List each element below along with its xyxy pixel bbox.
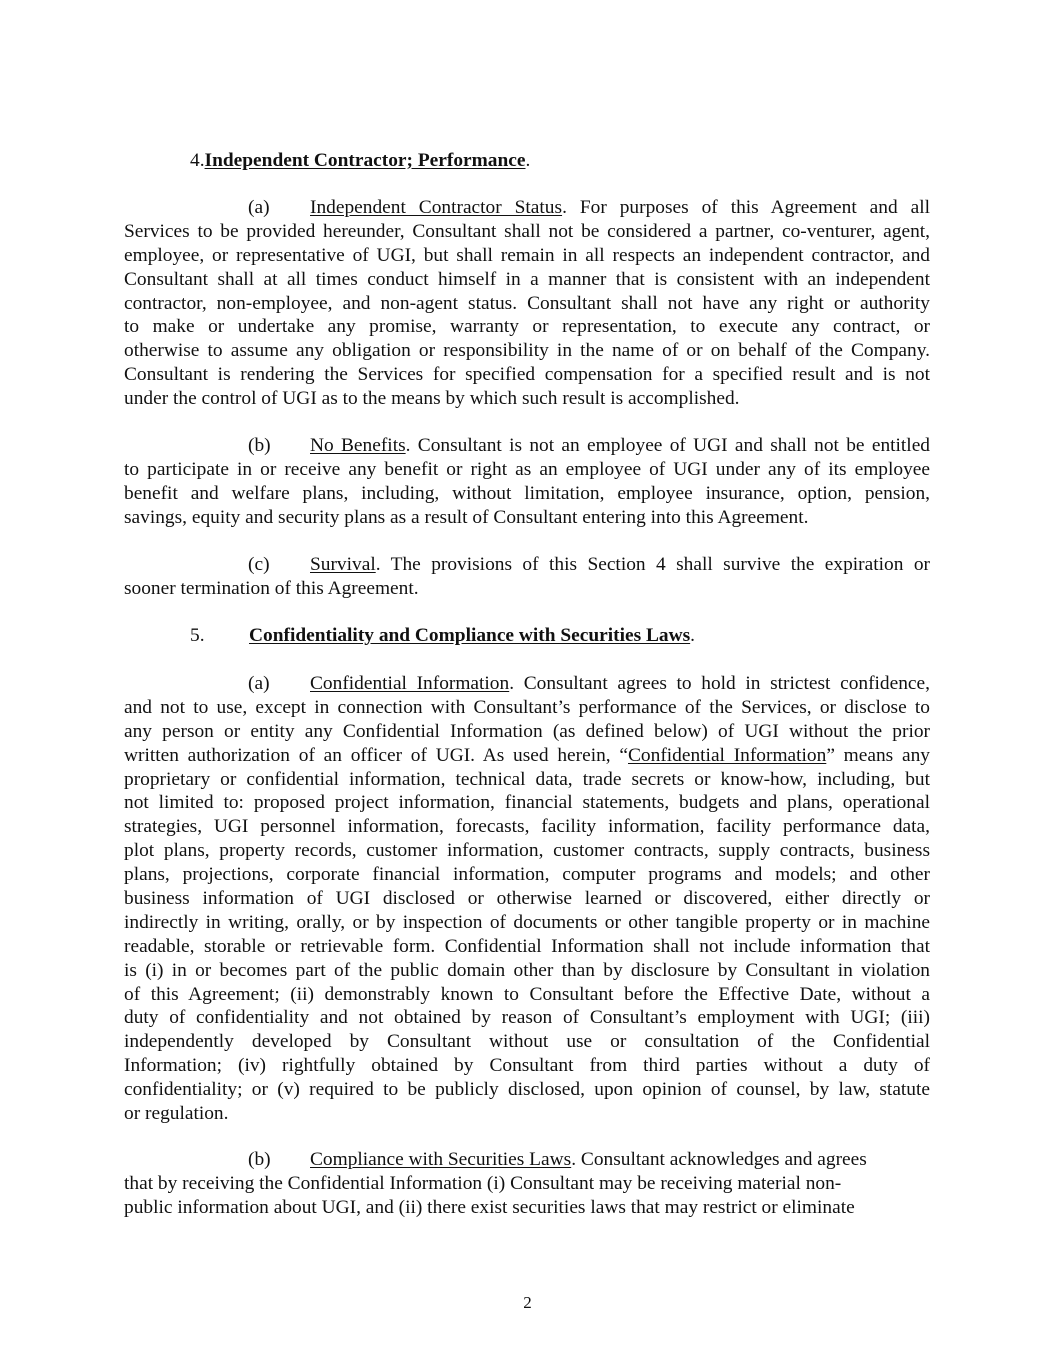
section-number: 4. bbox=[190, 150, 205, 171]
section-5-heading: 5. Confidentiality and Compliance with Securities Laws. bbox=[190, 625, 696, 646]
paragraph-4c: (c) Survival. The provisions of this Section 4 shall survive the expiration or sooner termination of this Agreement. bbox=[124, 554, 930, 599]
paragraph-5b: (b) Compliance with Securities Laws. Consultant acknowledges and agrees that by receiving the Confidential Information (i) Consultant may be receiving material non- public information about UGI, and (ii) there exist securities laws that may restrict or eliminate bbox=[124, 1149, 867, 1218]
clause-label: (c) bbox=[248, 554, 270, 575]
clause-heading: Confidential Information bbox=[310, 673, 510, 694]
defined-term: Confidential Information bbox=[628, 744, 827, 766]
section-number: 5. bbox=[190, 625, 205, 646]
section-4-heading: 4.Independent Contractor; Performance. bbox=[190, 150, 531, 171]
page-number: 2 bbox=[523, 1293, 532, 1312]
paragraph-5a: (a) Confidential Information. Consultant agrees to hold in strictest confidence, and not to use, except in connection with Consultant’s performance of the Services, or disclose to any person or entity any Confidential Information (as defined below) of UGI without the prior written authorization of an officer of UGI. As used herein, “Confidential Information” means any proprietary or confidential information, technical data, trade secrets or know-how, including, but not limited to: proposed project information, financial statements, budgets and plans, operational strategies, UGI personnel information, forecasts, facility information, facility performance data, plot plans, property records, customer information, customer contracts, supply contracts, business plans, projections, corporate financial information, computer programs and models; and other business information of UGI disclosed or otherwise learned or discovered, either directly or indirectly in writing, orally, or by inspection of documents or other tangible property or in machine readable, storable or retrievable form. Confidential Information shall not include information that is (i) in or becomes part of the public domain other than by disclosure by Consultant in violation of this Agreement; (ii) demonstrably known to Consultant before the Effective Date, without a duty of confidentiality and not obtained by reason of Consultant’s employment with UGI; (iii) independently developed by Consultant without use or consultation of the Confidential Information; (iv) rightfully obtained by Consultant from third parties without a duty of confidentiality; or (v) required to be publicly disclosed, upon opinion of counsel, by law, statute or regulation. bbox=[124, 673, 930, 1125]
paragraph-4b: (b) No Benefits. Consultant is not an employee of UGI and shall not be entitled to participate in or receive any benefit or right as an employee of UGI under any of its employee benefit and welfare plans, including, without limitation, employee insurance, option, pension, savings, equity and security plans as a result of Consultant entering into this Agreement. bbox=[124, 435, 930, 528]
clause-label: (a) bbox=[248, 673, 270, 694]
clause-label: (b) bbox=[248, 1149, 271, 1170]
clause-label: (b) bbox=[248, 435, 271, 456]
clause-heading: Independent Contractor Status bbox=[310, 197, 563, 218]
section-title: Confidentiality and Compliance with Securities Laws bbox=[249, 625, 691, 646]
section-title: Independent Contractor; Performance bbox=[204, 150, 526, 171]
clause-heading: Survival bbox=[310, 554, 376, 575]
paragraph-4a: (a) Independent Contractor Status. For purposes of this Agreement and all Services to be provided hereunder, Consultant shall not be considered a partner, co-venturer, agent, employee, or representative of UGI, but shall remain in all respects an independent contractor, and Consultant shall at all times conduct himself in a manner that is consistent with an independent contractor, non-employee, and non-agent status. Consultant shall not have any right or authority to make or undertake any promise, warranty or representation, to execute any contract, or otherwise to assume any obligation or responsibility in the name of or on behalf of the Company. Consultant is rendering the Services for specified compensation for a specified result and is not under the control of UGI as to the means by which such result is accomplished. bbox=[124, 197, 930, 410]
clause-label: (a) bbox=[248, 197, 270, 218]
clause-heading: Compliance with Securities Laws bbox=[310, 1149, 572, 1170]
clause-heading: No Benefits bbox=[310, 435, 406, 456]
